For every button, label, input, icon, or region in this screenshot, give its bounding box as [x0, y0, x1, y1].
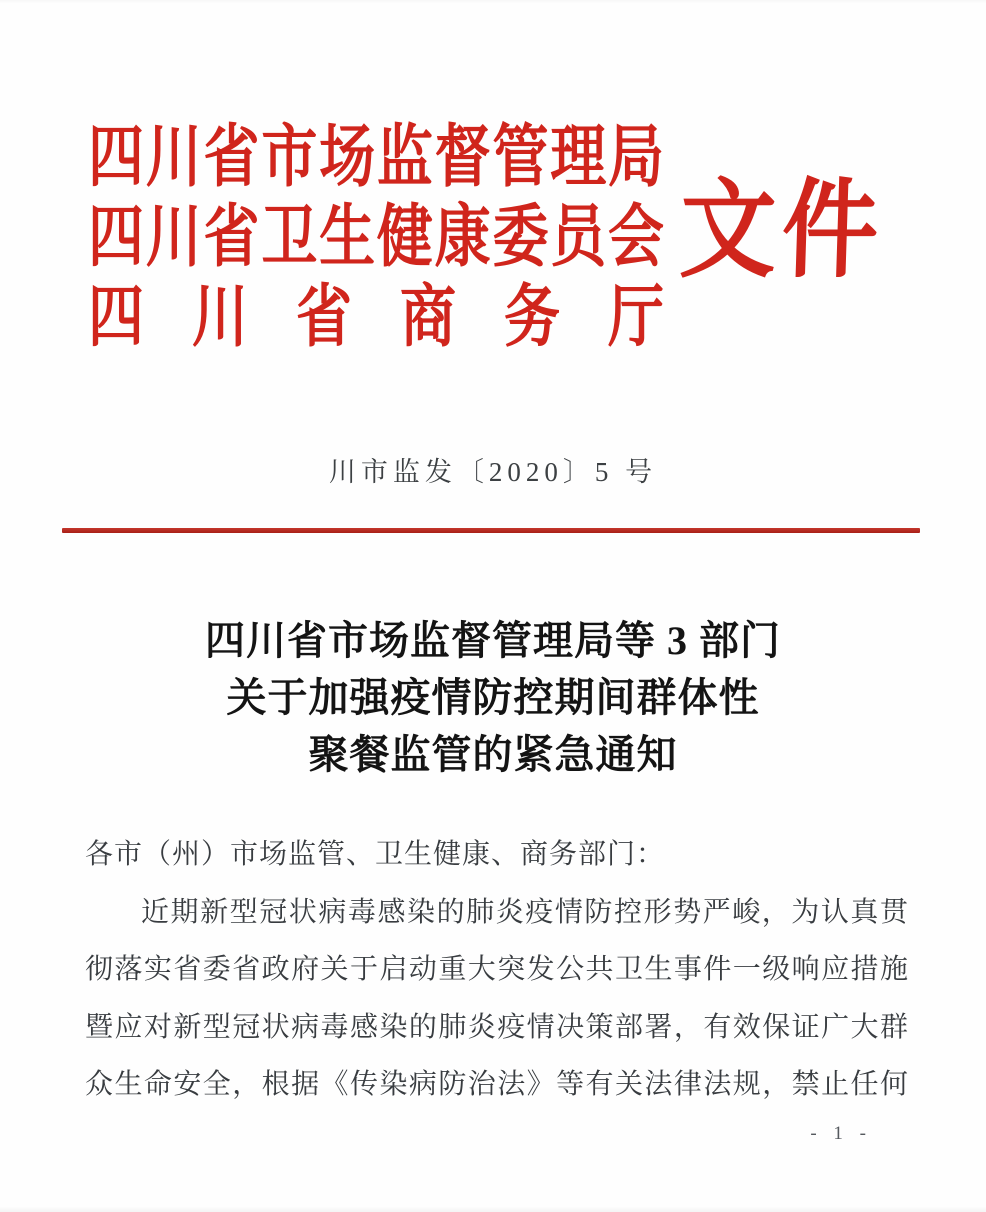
- body-line-2: 彻落实省委省政府关于启动重大突发公共卫生事件一级响应措施: [85, 954, 909, 985]
- issuing-agencies: [88, 118, 664, 358]
- body-line-3: 暨应对新型冠状病毒感染的肺炎疫情决策部署，有效保证广大群: [85, 1011, 909, 1043]
- letterhead: [88, 118, 948, 358]
- document-body: [85, 826, 909, 1114]
- agency-name-line-3: 四川省商务厅: [88, 280, 664, 356]
- document-number: 川市监发〔2020〕5 号: [328, 457, 658, 487]
- scan-shade-top: [0, 0, 986, 4]
- salutation-line: 各市（州）市场监管、卫生健康、商务部门：: [85, 839, 666, 870]
- scan-shade-bottom: [0, 1206, 986, 1212]
- page-number: - 1 -: [810, 1123, 872, 1144]
- body-line-4: 众生命安全，根据《传染病防治法》等有关法律法规，禁止任何: [85, 1069, 909, 1100]
- title-line-2: 关于加强疫情防控期间群体性: [226, 675, 760, 720]
- title-line-3: 聚餐监管的紧急通知: [308, 732, 678, 777]
- document-title: [0, 612, 986, 783]
- title-line-1: 四川省市场监督管理局等 3 部门: [205, 618, 781, 663]
- red-divider-line: [62, 528, 920, 533]
- agency-name-line-2: 四川省卫生健康委员会: [88, 200, 664, 276]
- document-label: 文件: [678, 170, 886, 291]
- body-line-1: 近期新型冠状病毒感染的肺炎疫情防控形势严峻，为认真贯: [141, 896, 909, 928]
- agency-name-line-1: 四川省市场监督管理局: [88, 120, 664, 196]
